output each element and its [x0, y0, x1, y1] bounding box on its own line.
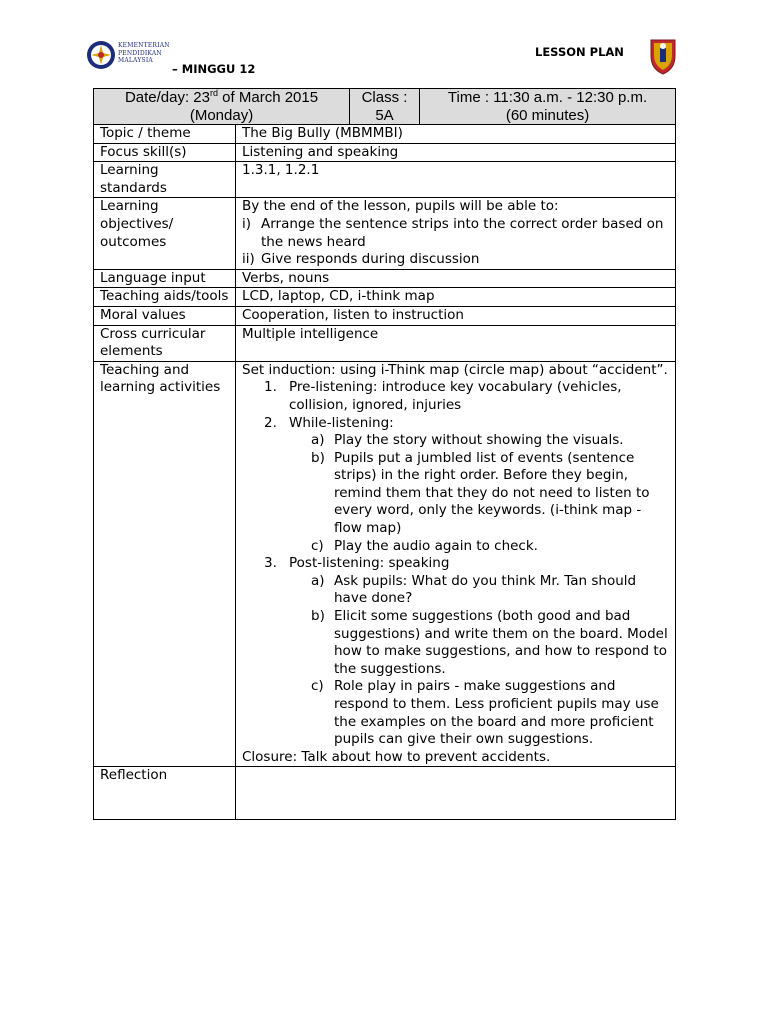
row-value: Verbs, nouns [236, 269, 676, 288]
table-row [94, 288, 676, 307]
list-item: 1. Pre-listening: introduce key vocabulary (vehicles, collision, ignored, injuries [264, 379, 622, 413]
activities-cell [236, 361, 676, 767]
closure: Closure: Talk about how to prevent accidents. [242, 748, 551, 765]
row-label: Teaching aids/tools [94, 288, 236, 307]
row-label: Topic / theme [94, 125, 236, 144]
ministry-logo-icon [86, 40, 116, 70]
row-label: Learning objectives/ outcomes [94, 198, 236, 269]
week-label: – MINGGU 12 [172, 62, 256, 76]
activity-steps [242, 379, 669, 748]
row-label: Focus skill(s) [94, 143, 236, 162]
row-label: Cross curricular elements [94, 325, 236, 361]
list-item: 2. While-listening: a) Play the story without showing the visuals. b) Pupils put a jumbled list of events (sentence strips) in the right order. Before they begin, remind them that they do not need to listen to every word, only the keywords. (i-think map - flow map) c) Play the audio again to check. [264, 415, 669, 556]
row-value: The Big Bully (MBMMBI) [236, 125, 676, 144]
doc-title: LESSON PLAN [535, 45, 624, 59]
objectives-list [242, 216, 669, 269]
row-value: LCD, laptop, CD, i-think map [236, 288, 676, 307]
list-item: i) Arrange the sentence strips into the correct order based on the news heard [242, 215, 664, 250]
time-cell: Time : 11:30 a.m. - 12:30 p.m. (60 minutes) [420, 89, 676, 125]
set-induction: Set induction: using i-Think map (circle map) about “accident”. [242, 361, 668, 378]
table-row [94, 767, 676, 820]
table-header-row [94, 89, 676, 125]
list-item: c) Role play in pairs - make suggestions and respond to them. Less proficient pupils may use the examples on the board and more proficient pupils can give their own suggestions. [311, 678, 659, 748]
row-value: Multiple intelligence [236, 325, 676, 361]
table-row [94, 162, 676, 198]
table-row [94, 269, 676, 288]
reflection-value [236, 767, 676, 820]
row-label: Language input [94, 269, 236, 288]
date-cell: Date/day: 23rd of March 2015 (Monday) [94, 89, 350, 125]
sub-steps [264, 573, 669, 749]
table-row [94, 325, 676, 361]
sub-steps [264, 432, 669, 555]
table-row [94, 198, 676, 269]
school-crest-icon [648, 36, 678, 76]
table-row [94, 361, 676, 767]
row-label: Teaching and learning activities [94, 361, 236, 767]
row-label: Reflection [94, 767, 236, 820]
table-row [94, 125, 676, 144]
list-item: a) Ask pupils: What do you think Mr. Tan should have done? [311, 572, 637, 607]
table-row [94, 143, 676, 162]
table-row [94, 306, 676, 325]
lesson-plan-table [93, 88, 676, 820]
class-cell: Class : 5A [350, 89, 420, 125]
objectives-intro: By the end of the lesson, pupils will be able to: [242, 198, 559, 215]
objectives-cell [236, 198, 676, 269]
list-item: ii) Give responds during discussion [242, 251, 480, 268]
list-item: c) Play the audio again to check. [311, 537, 538, 554]
row-label: Moral values [94, 306, 236, 325]
ministry-name: KEMENTERIAN PENDIDIKAN MALAYSIA [118, 42, 170, 64]
list-item: b) Elicit some suggestions (both good and bad suggestions) and write them on the board. Model how to make suggestions, and how to respond to the suggestions. [311, 608, 668, 677]
list-item: b) Pupils put a jumbled list of events (sentence strips) in the right order. Before they begin, remind them that they do not need to listen to every word, only the keywords. (i-think map - flow map) [311, 449, 650, 537]
row-value: 1.3.1, 1.2.1 [236, 162, 676, 198]
row-value: Cooperation, listen to instruction [236, 306, 676, 325]
list-item: a) Play the story without showing the visuals. [311, 432, 624, 449]
row-value: Listening and speaking [236, 143, 676, 162]
list-item: 3. Post-listening: speaking a) Ask pupils: What do you think Mr. Tan should have done? b) Elicit some suggestions (both good and bad suggestions) and write them on the board. Model how to make suggestions, and how to respond to the suggestions. c) Role play in pairs - make suggestions and respond to them. Less proficient pupils may use the examples on the board and more proficient pupils can give their own suggestions. [264, 555, 668, 748]
row-label: Learning standards [94, 162, 236, 198]
